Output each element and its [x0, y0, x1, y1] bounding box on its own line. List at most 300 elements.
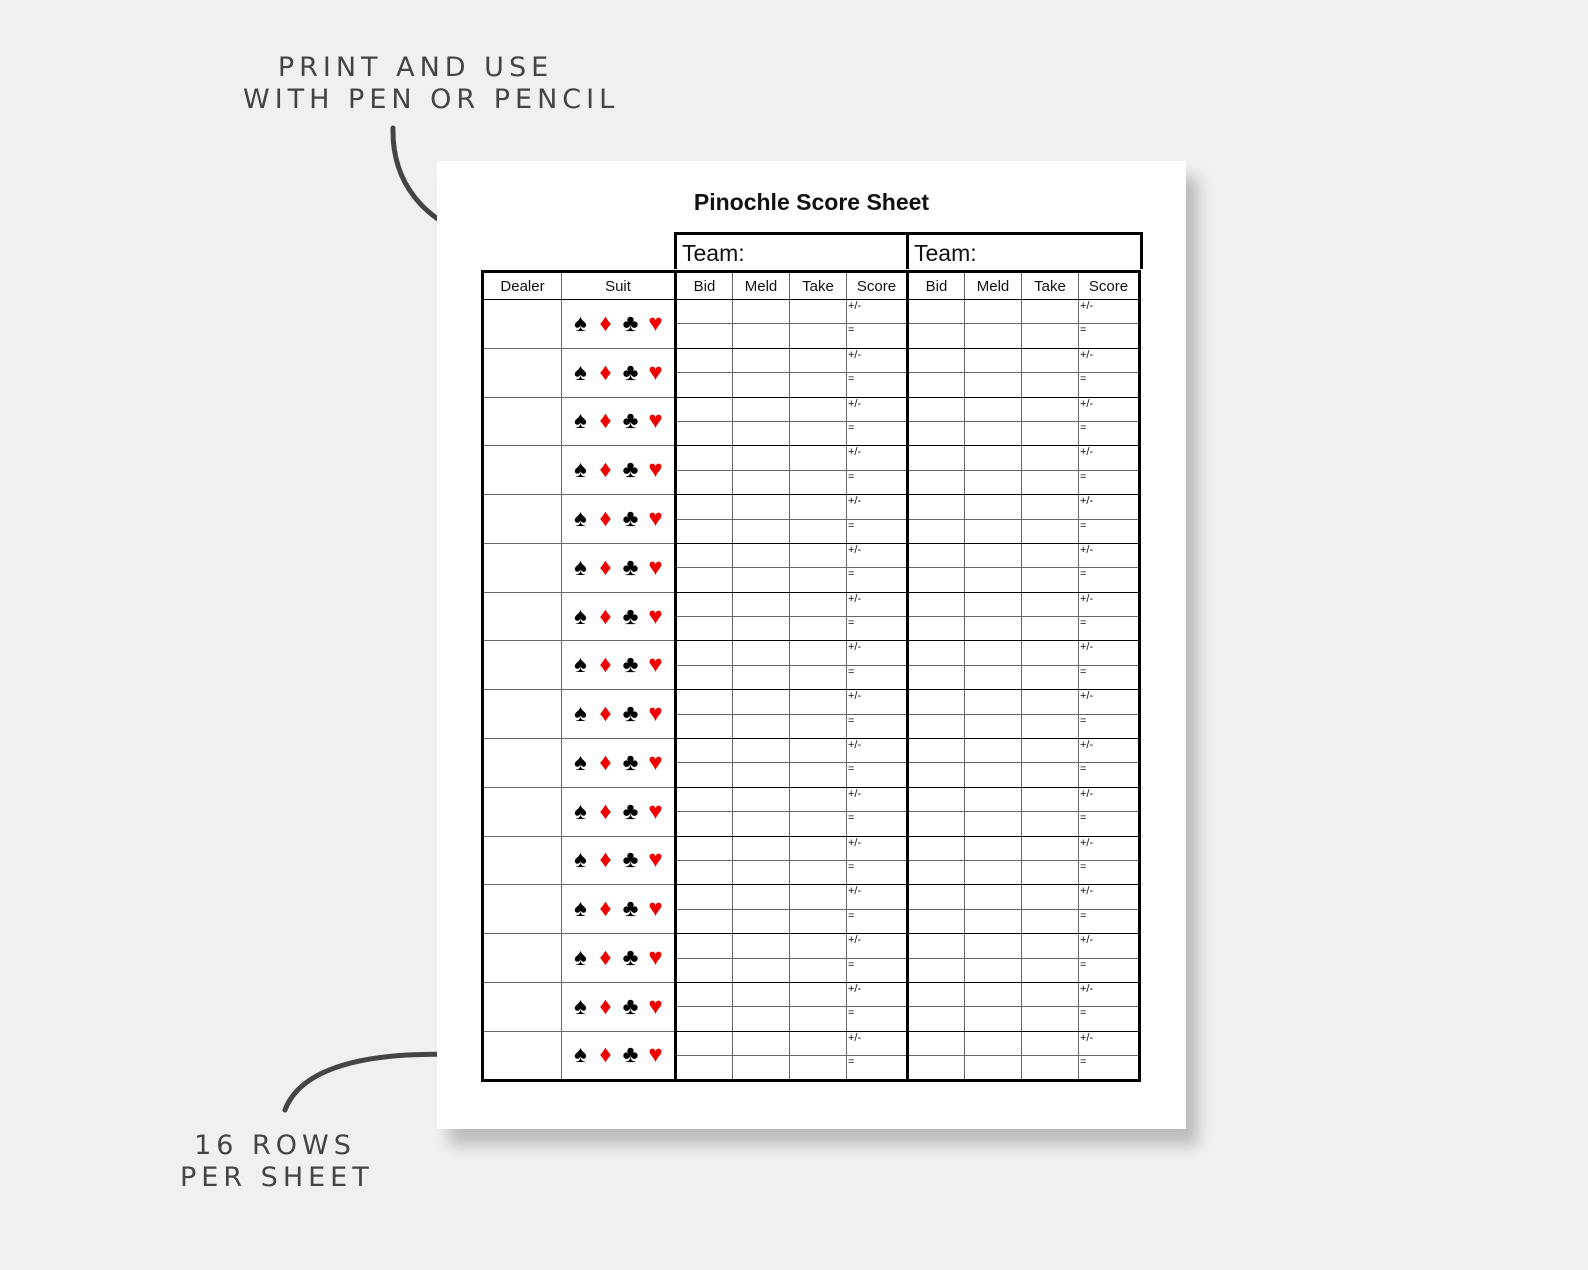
team1-score-total-cell[interactable]: =	[847, 1007, 908, 1031]
team2-score-delta-cell[interactable]: +/-	[1079, 397, 1140, 421]
team1-take-cell[interactable]	[790, 982, 847, 1006]
dealer-cell[interactable]	[483, 446, 562, 495]
team1-take-cell[interactable]	[790, 714, 847, 738]
team2-bid-cell[interactable]	[908, 934, 965, 958]
team2-bid-cell[interactable]	[908, 739, 965, 763]
team1-bid-cell[interactable]	[676, 324, 733, 348]
suit-cell[interactable]	[562, 836, 676, 885]
team2-meld-cell[interactable]	[965, 665, 1022, 689]
team1-meld-cell[interactable]	[733, 1031, 790, 1055]
team2-meld-cell[interactable]	[965, 495, 1022, 519]
team1-bid-cell[interactable]	[676, 714, 733, 738]
team1-score-total-cell[interactable]: =	[847, 324, 908, 348]
team1-score-delta-cell[interactable]: +/-	[847, 787, 908, 811]
suit-cell[interactable]	[562, 348, 676, 397]
team2-meld-cell[interactable]	[965, 958, 1022, 982]
team1-score-total-cell[interactable]: =	[847, 568, 908, 592]
team1-meld-cell[interactable]	[733, 1056, 790, 1080]
team1-score-total-cell[interactable]: =	[847, 519, 908, 543]
team1-meld-cell[interactable]	[733, 787, 790, 811]
team1-bid-cell[interactable]	[676, 397, 733, 421]
team1-take-cell[interactable]	[790, 324, 847, 348]
team1-meld-cell[interactable]	[733, 714, 790, 738]
team2-score-delta-cell[interactable]: +/-	[1079, 348, 1140, 372]
team1-bid-cell[interactable]	[676, 373, 733, 397]
team1-take-cell[interactable]	[790, 665, 847, 689]
team1-take-cell[interactable]	[790, 812, 847, 836]
team1-bid-cell[interactable]	[676, 812, 733, 836]
team1-bid-cell[interactable]	[676, 690, 733, 714]
team2-score-delta-cell[interactable]: +/-	[1079, 592, 1140, 616]
team2-meld-cell[interactable]	[965, 373, 1022, 397]
team2-bid-cell[interactable]	[908, 543, 965, 567]
team1-score-total-cell[interactable]: =	[847, 714, 908, 738]
team2-score-total-cell[interactable]: =	[1079, 665, 1140, 689]
team2-meld-cell[interactable]	[965, 397, 1022, 421]
team1-score-total-cell[interactable]: =	[847, 1056, 908, 1080]
team1-bid-cell[interactable]	[676, 543, 733, 567]
team1-bid-cell[interactable]	[676, 739, 733, 763]
team2-score-delta-cell[interactable]: +/-	[1079, 543, 1140, 567]
suit-cell[interactable]	[562, 641, 676, 690]
team1-take-cell[interactable]	[790, 470, 847, 494]
team2-score-delta-cell[interactable]: +/-	[1079, 495, 1140, 519]
team2-bid-cell[interactable]	[908, 324, 965, 348]
team1-score-delta-cell[interactable]: +/-	[847, 543, 908, 567]
dealer-cell[interactable]	[483, 300, 562, 349]
heart-icon: ♥	[648, 1041, 663, 1069]
spade-icon: ♠	[574, 309, 587, 337]
team2-score-total-cell[interactable]: =	[1079, 568, 1140, 592]
team2-bid-cell[interactable]	[908, 568, 965, 592]
team2-meld-cell[interactable]	[965, 470, 1022, 494]
team2-take-cell[interactable]	[1022, 958, 1079, 982]
team-2-name-box[interactable]	[906, 232, 1143, 269]
team2-bid-cell[interactable]	[908, 690, 965, 714]
team1-take-cell[interactable]	[790, 617, 847, 641]
team1-score-total-cell[interactable]: =	[847, 617, 908, 641]
team2-score-total-cell[interactable]: =	[1079, 763, 1140, 787]
team1-bid-cell[interactable]	[676, 348, 733, 372]
team2-score-delta-cell[interactable]: +/-	[1079, 1031, 1140, 1055]
team2-take-cell[interactable]	[1022, 568, 1079, 592]
team2-bid-cell[interactable]	[908, 641, 965, 665]
team2-take-cell[interactable]	[1022, 592, 1079, 616]
team2-score-delta-cell[interactable]: +/-	[1079, 446, 1140, 470]
team1-meld-cell[interactable]	[733, 860, 790, 884]
team2-score-total-cell[interactable]: =	[1079, 617, 1140, 641]
team2-take-cell[interactable]	[1022, 714, 1079, 738]
team1-bid-cell[interactable]	[676, 421, 733, 445]
suit-cell[interactable]	[562, 787, 676, 836]
team1-take-cell[interactable]	[790, 860, 847, 884]
team1-score-delta-cell[interactable]: +/-	[847, 1031, 908, 1055]
team2-bid-cell[interactable]	[908, 1007, 965, 1031]
team2-bid-cell[interactable]	[908, 373, 965, 397]
team2-meld-cell[interactable]	[965, 787, 1022, 811]
dealer-cell[interactable]	[483, 739, 562, 788]
team2-bid-cell[interactable]	[908, 300, 965, 324]
team2-bid-cell[interactable]	[908, 1056, 965, 1080]
team2-bid-cell[interactable]	[908, 348, 965, 372]
team2-take-cell[interactable]	[1022, 860, 1079, 884]
team1-score-total-cell[interactable]: =	[847, 860, 908, 884]
team1-take-cell[interactable]	[790, 787, 847, 811]
team2-bid-cell[interactable]	[908, 397, 965, 421]
team2-take-cell[interactable]	[1022, 470, 1079, 494]
team2-meld-cell[interactable]	[965, 1056, 1022, 1080]
team1-bid-cell[interactable]	[676, 763, 733, 787]
team1-score-delta-cell[interactable]: +/-	[847, 739, 908, 763]
team1-score-delta-cell[interactable]: +/-	[847, 300, 908, 324]
dealer-cell[interactable]	[483, 641, 562, 690]
team1-bid-cell[interactable]	[676, 617, 733, 641]
team1-take-cell[interactable]	[790, 739, 847, 763]
team1-bid-cell[interactable]	[676, 495, 733, 519]
team2-meld-cell[interactable]	[965, 1007, 1022, 1031]
team2-meld-cell[interactable]	[965, 1031, 1022, 1055]
team1-meld-cell[interactable]	[733, 665, 790, 689]
team1-meld-cell[interactable]	[733, 300, 790, 324]
team2-meld-cell[interactable]	[965, 543, 1022, 567]
team2-take-cell[interactable]	[1022, 690, 1079, 714]
team2-take-cell[interactable]	[1022, 763, 1079, 787]
team2-meld-cell[interactable]	[965, 300, 1022, 324]
team2-meld-cell[interactable]	[965, 421, 1022, 445]
team2-score-delta-cell[interactable]: +/-	[1079, 836, 1140, 860]
team1-score-total-cell[interactable]: =	[847, 909, 908, 933]
team2-take-cell[interactable]	[1022, 1031, 1079, 1055]
team1-meld-cell[interactable]	[733, 543, 790, 567]
dealer-cell[interactable]	[483, 836, 562, 885]
team1-take-cell[interactable]	[790, 641, 847, 665]
team2-score-total-cell[interactable]: =	[1079, 714, 1140, 738]
team1-bid-cell[interactable]	[676, 909, 733, 933]
team1-bid-cell[interactable]	[676, 860, 733, 884]
team2-score-total-cell[interactable]: =	[1079, 470, 1140, 494]
team1-take-cell[interactable]	[790, 1007, 847, 1031]
suit-cell[interactable]	[562, 592, 676, 641]
team1-score-delta-cell[interactable]: +/-	[847, 836, 908, 860]
team2-meld-cell[interactable]	[965, 909, 1022, 933]
team1-meld-cell[interactable]	[733, 739, 790, 763]
team1-bid-cell[interactable]	[676, 592, 733, 616]
dealer-cell[interactable]	[483, 885, 562, 934]
suit-cell[interactable]	[562, 446, 676, 495]
team2-take-cell[interactable]	[1022, 739, 1079, 763]
team1-bid-cell[interactable]	[676, 1056, 733, 1080]
team2-take-cell[interactable]	[1022, 397, 1079, 421]
team2-take-cell[interactable]	[1022, 519, 1079, 543]
team1-take-cell[interactable]	[790, 763, 847, 787]
team2-meld-cell[interactable]	[965, 519, 1022, 543]
dealer-cell[interactable]	[483, 348, 562, 397]
team2-take-cell[interactable]	[1022, 495, 1079, 519]
team2-take-cell[interactable]	[1022, 836, 1079, 860]
team1-meld-cell[interactable]	[733, 421, 790, 445]
team2-take-cell[interactable]	[1022, 665, 1079, 689]
team1-take-cell[interactable]	[790, 373, 847, 397]
team2-score-total-cell[interactable]: =	[1079, 860, 1140, 884]
team2-bid-cell[interactable]	[908, 592, 965, 616]
team1-score-delta-cell[interactable]: +/-	[847, 397, 908, 421]
team2-score-total-cell[interactable]: =	[1079, 519, 1140, 543]
team1-meld-cell[interactable]	[733, 324, 790, 348]
dealer-cell[interactable]	[483, 495, 562, 544]
team2-bid-cell[interactable]	[908, 836, 965, 860]
team1-score-total-cell[interactable]: =	[847, 812, 908, 836]
dealer-cell[interactable]	[483, 690, 562, 739]
team2-score-total-cell[interactable]: =	[1079, 324, 1140, 348]
team2-bid-cell[interactable]	[908, 714, 965, 738]
team1-meld-cell[interactable]	[733, 592, 790, 616]
team1-take-cell[interactable]	[790, 543, 847, 567]
team1-meld-cell[interactable]	[733, 836, 790, 860]
team2-bid-cell[interactable]	[908, 763, 965, 787]
team2-take-cell[interactable]	[1022, 909, 1079, 933]
team1-bid-cell[interactable]	[676, 885, 733, 909]
team2-bid-cell[interactable]	[908, 617, 965, 641]
team2-meld-cell[interactable]	[965, 860, 1022, 884]
team1-bid-cell[interactable]	[676, 641, 733, 665]
team2-take-cell[interactable]	[1022, 641, 1079, 665]
team2-meld-cell[interactable]	[965, 812, 1022, 836]
dealer-cell[interactable]	[483, 1031, 562, 1080]
team1-meld-cell[interactable]	[733, 446, 790, 470]
team1-score-total-cell[interactable]: =	[847, 373, 908, 397]
team1-score-delta-cell[interactable]: +/-	[847, 592, 908, 616]
team1-take-cell[interactable]	[790, 397, 847, 421]
suit-cell[interactable]	[562, 690, 676, 739]
dealer-cell[interactable]	[483, 982, 562, 1031]
team1-bid-cell[interactable]	[676, 446, 733, 470]
team1-take-cell[interactable]	[790, 568, 847, 592]
team1-score-delta-cell[interactable]: +/-	[847, 934, 908, 958]
team2-meld-cell[interactable]	[965, 982, 1022, 1006]
team1-meld-cell[interactable]	[733, 812, 790, 836]
team1-score-total-cell[interactable]: =	[847, 763, 908, 787]
dealer-cell[interactable]	[483, 787, 562, 836]
team2-score-delta-cell[interactable]: +/-	[1079, 787, 1140, 811]
team1-bid-cell[interactable]	[676, 787, 733, 811]
team2-take-cell[interactable]	[1022, 787, 1079, 811]
diamond-icon: ♦	[599, 553, 612, 581]
team2-bid-cell[interactable]	[908, 446, 965, 470]
team2-meld-cell[interactable]	[965, 714, 1022, 738]
team1-score-delta-cell[interactable]: +/-	[847, 446, 908, 470]
team1-bid-cell[interactable]	[676, 300, 733, 324]
team2-bid-cell[interactable]	[908, 787, 965, 811]
team2-bid-cell[interactable]	[908, 885, 965, 909]
team2-bid-cell[interactable]	[908, 421, 965, 445]
team1-meld-cell[interactable]	[733, 568, 790, 592]
team2-take-cell[interactable]	[1022, 300, 1079, 324]
dealer-cell[interactable]	[483, 592, 562, 641]
team1-bid-cell[interactable]	[676, 470, 733, 494]
suit-cell[interactable]	[562, 495, 676, 544]
diamond-icon: ♦	[599, 407, 612, 435]
team1-meld-cell[interactable]	[733, 519, 790, 543]
team1-take-cell[interactable]	[790, 519, 847, 543]
team1-take-cell[interactable]	[790, 348, 847, 372]
team2-bid-cell[interactable]	[908, 812, 965, 836]
team2-score-delta-cell[interactable]: +/-	[1079, 934, 1140, 958]
team1-score-delta-cell[interactable]: +/-	[847, 641, 908, 665]
team1-score-total-cell[interactable]: =	[847, 958, 908, 982]
team2-meld-cell[interactable]	[965, 690, 1022, 714]
team1-bid-cell[interactable]	[676, 958, 733, 982]
table-row	[483, 885, 1140, 909]
dealer-cell[interactable]	[483, 397, 562, 446]
team1-meld-cell[interactable]	[733, 982, 790, 1006]
team2-take-cell[interactable]	[1022, 543, 1079, 567]
team1-meld-cell[interactable]	[733, 934, 790, 958]
team2-take-cell[interactable]	[1022, 617, 1079, 641]
team2-take-cell[interactable]	[1022, 446, 1079, 470]
team1-take-cell[interactable]	[790, 1056, 847, 1080]
table-row	[483, 787, 1140, 811]
dealer-cell[interactable]	[483, 543, 562, 592]
team2-score-delta-cell[interactable]: +/-	[1079, 739, 1140, 763]
table-row	[483, 543, 1140, 567]
team1-take-cell[interactable]	[790, 836, 847, 860]
team2-bid-cell[interactable]	[908, 519, 965, 543]
team1-bid-cell[interactable]	[676, 836, 733, 860]
team2-bid-cell[interactable]	[908, 1031, 965, 1055]
team1-meld-cell[interactable]	[733, 763, 790, 787]
team2-meld-cell[interactable]	[965, 885, 1022, 909]
diamond-icon: ♦	[599, 797, 612, 825]
team2-meld-cell[interactable]	[965, 763, 1022, 787]
team2-meld-cell[interactable]	[965, 324, 1022, 348]
team2-meld-cell[interactable]	[965, 836, 1022, 860]
team1-take-cell[interactable]	[790, 421, 847, 445]
team1-score-total-cell[interactable]: =	[847, 421, 908, 445]
team1-bid-cell[interactable]	[676, 934, 733, 958]
team2-score-delta-cell[interactable]: +/-	[1079, 982, 1140, 1006]
team2-score-delta-cell[interactable]: +/-	[1079, 300, 1140, 324]
team1-score-delta-cell[interactable]: +/-	[847, 690, 908, 714]
team1-score-delta-cell[interactable]: +/-	[847, 495, 908, 519]
team1-meld-cell[interactable]	[733, 617, 790, 641]
team2-score-total-cell[interactable]: =	[1079, 958, 1140, 982]
team2-score-delta-cell[interactable]: +/-	[1079, 641, 1140, 665]
team1-take-cell[interactable]	[790, 495, 847, 519]
team2-meld-cell[interactable]	[965, 592, 1022, 616]
team1-take-cell[interactable]	[790, 446, 847, 470]
team2-take-cell[interactable]	[1022, 1007, 1079, 1031]
team1-meld-cell[interactable]	[733, 495, 790, 519]
suit-cell[interactable]	[562, 543, 676, 592]
team2-score-delta-cell[interactable]: +/-	[1079, 690, 1140, 714]
team2-bid-cell[interactable]	[908, 909, 965, 933]
team1-score-delta-cell[interactable]: +/-	[847, 885, 908, 909]
team2-meld-cell[interactable]	[965, 739, 1022, 763]
team1-meld-cell[interactable]	[733, 909, 790, 933]
team1-meld-cell[interactable]	[733, 348, 790, 372]
team1-take-cell[interactable]	[790, 300, 847, 324]
team1-score-total-cell[interactable]: =	[847, 665, 908, 689]
dealer-cell[interactable]	[483, 934, 562, 983]
suit-cell[interactable]	[562, 885, 676, 934]
team1-meld-cell[interactable]	[733, 1007, 790, 1031]
team2-meld-cell[interactable]	[965, 348, 1022, 372]
team2-meld-cell[interactable]	[965, 568, 1022, 592]
team1-meld-cell[interactable]	[733, 690, 790, 714]
team1-take-cell[interactable]	[790, 958, 847, 982]
team1-bid-cell[interactable]	[676, 1031, 733, 1055]
team1-take-cell[interactable]	[790, 934, 847, 958]
suit-cell[interactable]	[562, 397, 676, 446]
team2-meld-cell[interactable]	[965, 641, 1022, 665]
team2-score-total-cell[interactable]: =	[1079, 421, 1140, 445]
team2-score-delta-cell[interactable]: +/-	[1079, 885, 1140, 909]
suit-cell[interactable]	[562, 300, 676, 349]
team1-score-total-cell[interactable]: =	[847, 470, 908, 494]
team2-bid-cell[interactable]	[908, 958, 965, 982]
team1-meld-cell[interactable]	[733, 641, 790, 665]
team1-bid-cell[interactable]	[676, 982, 733, 1006]
team1-meld-cell[interactable]	[733, 397, 790, 421]
team2-score-total-cell[interactable]: =	[1079, 812, 1140, 836]
team1-bid-cell[interactable]	[676, 665, 733, 689]
team1-take-cell[interactable]	[790, 1031, 847, 1055]
team1-take-cell[interactable]	[790, 690, 847, 714]
club-icon: ♣	[622, 1041, 639, 1069]
team2-bid-cell[interactable]	[908, 860, 965, 884]
suit-cell[interactable]	[562, 1031, 676, 1080]
team2-bid-cell[interactable]	[908, 982, 965, 1006]
team1-bid-cell[interactable]	[676, 519, 733, 543]
team1-score-delta-cell[interactable]: +/-	[847, 348, 908, 372]
team1-bid-cell[interactable]	[676, 568, 733, 592]
team1-bid-cell[interactable]	[676, 1007, 733, 1031]
team2-take-cell[interactable]	[1022, 982, 1079, 1006]
team2-score-total-cell[interactable]: =	[1079, 909, 1140, 933]
team1-meld-cell[interactable]	[733, 885, 790, 909]
spade-icon: ♠	[574, 895, 587, 923]
team1-meld-cell[interactable]	[733, 373, 790, 397]
team2-bid-cell[interactable]	[908, 495, 965, 519]
team2-take-cell[interactable]	[1022, 324, 1079, 348]
team2-score-total-cell[interactable]: =	[1079, 373, 1140, 397]
team2-bid-cell[interactable]	[908, 665, 965, 689]
team1-score-delta-cell[interactable]: +/-	[847, 982, 908, 1006]
team2-meld-cell[interactable]	[965, 446, 1022, 470]
team2-score-total-cell[interactable]: =	[1079, 1007, 1140, 1031]
team2-take-cell[interactable]	[1022, 348, 1079, 372]
team2-take-cell[interactable]	[1022, 373, 1079, 397]
suit-cell[interactable]	[562, 739, 676, 788]
team2-take-cell[interactable]	[1022, 421, 1079, 445]
team2-take-cell[interactable]	[1022, 885, 1079, 909]
team1-take-cell[interactable]	[790, 592, 847, 616]
suit-cell[interactable]	[562, 934, 676, 983]
team1-take-cell[interactable]	[790, 885, 847, 909]
team1-take-cell[interactable]	[790, 909, 847, 933]
team2-bid-cell[interactable]	[908, 470, 965, 494]
team2-meld-cell[interactable]	[965, 934, 1022, 958]
team2-take-cell[interactable]	[1022, 1056, 1079, 1080]
team1-meld-cell[interactable]	[733, 470, 790, 494]
team1-meld-cell[interactable]	[733, 958, 790, 982]
team2-score-total-cell[interactable]: =	[1079, 1056, 1140, 1080]
suit-cell[interactable]	[562, 982, 676, 1031]
team2-take-cell[interactable]	[1022, 812, 1079, 836]
team2-meld-cell[interactable]	[965, 617, 1022, 641]
team2-take-cell[interactable]	[1022, 934, 1079, 958]
team-1-name-box[interactable]	[674, 232, 909, 269]
